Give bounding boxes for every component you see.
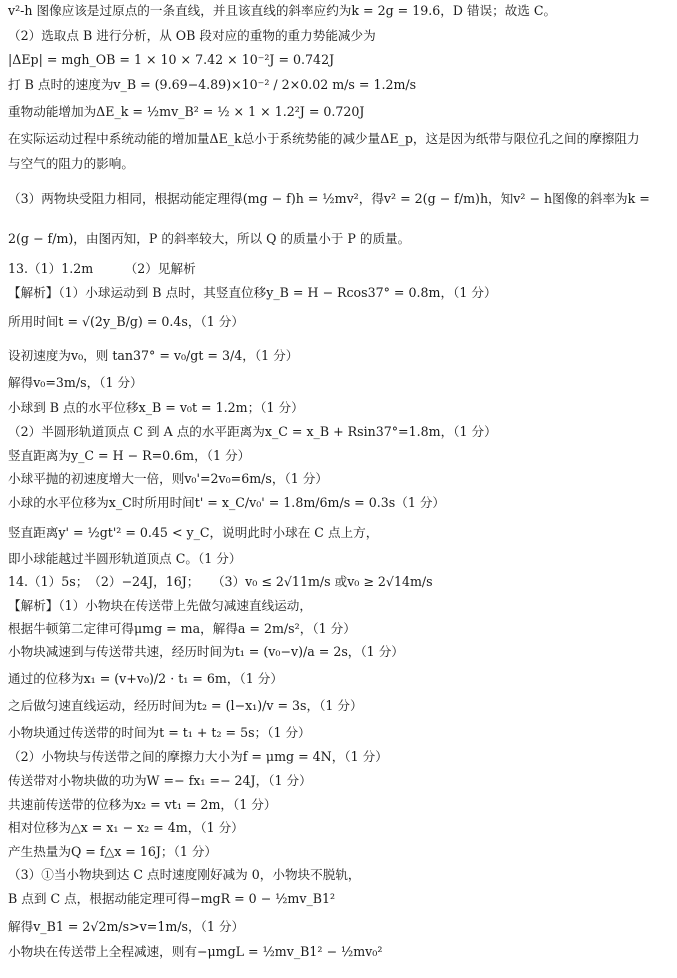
text-line: 打 B 点时的速度为v_B = (9.69−4.89)×10⁻² / 2×0.02 m/s = 1.2m/s: [8, 77, 417, 92]
text-line: 之后做匀速直线运动，经历时间为t₂ = (l−x₁)/v = 3s，（1 分）: [8, 698, 363, 713]
text-line: 根据牛顿第二定律可得μmg = ma，解得a = 2m/s²，（1 分）: [8, 621, 356, 636]
text-line: 小物块在传送带上全程减速，则有−μmgL = ½mv_B1² − ½mv₀²: [8, 944, 383, 959]
text-line: 13.（1）1.2m （2）见解析: [8, 261, 196, 276]
text-line: 2(g − f/m)，由图丙知，P 的斜率较大，所以 Q 的质量小于 P 的质量。: [8, 231, 411, 246]
text-line: （3）①当小物块到达 C 点时速度刚好减为 0，小物块不脱轨，: [8, 867, 361, 882]
text-line: 小球到 B 点的水平位移x_B = v₀t = 1.2m；（1 分）: [8, 400, 304, 415]
text-line: 解得v_B1 = 2√2m/s>v=1m/s，（1 分）: [8, 919, 245, 934]
text-line: 【解析】（1）小球运动到 B 点时，其竖直位移y_B = H − Rcos37° = 0.8m，（1 分）: [8, 285, 497, 300]
text-line: v²-h 图像应该是过原点的一条直线，并且该直线的斜率应约为k = 2g = 19.6，D 错误；故选 C。: [8, 3, 557, 18]
text-line: 设初速度为v₀，则 tan37° = v₀/gt = 3/4，（1 分）: [8, 348, 299, 363]
text-line: 传送带对小物块做的功为W =− fx₁ =− 24J，（1 分）: [8, 773, 312, 788]
text-line: 所用时间t = √(2y_B/g) = 0.4s，（1 分）: [8, 314, 244, 329]
text-line: （2）选取点 B 进行分析，从 OB 段对应的重物的重力势能减少为: [8, 28, 376, 43]
text-line: 共速前传送带的位移为x₂ = vt₁ = 2m，（1 分）: [8, 797, 277, 812]
text-line: （2）小物块与传送带之间的摩擦力大小为f = μmg = 4N，（1 分）: [8, 749, 388, 764]
text-line: 即小球能越过半圆形轨道顶点 C。（1 分）: [8, 551, 242, 566]
text-line: 竖直距离为y_C = H − R=0.6m，（1 分）: [8, 448, 251, 463]
text-line: 小球的水平位移为x_C时所用时间t' = x_C/v₀' = 1.8m/6m/s = 0.3s（1 分）: [8, 495, 446, 510]
text-line: 竖直距离y' = ½gt'² = 0.45 < y_C，说明此时小球在 C 点上方，: [8, 525, 379, 540]
text-line: 小球平抛的初速度增大一倍，则v₀'=2v₀=6m/s，（1 分）: [8, 471, 328, 486]
text-line: 重物动能增加为ΔE_k = ½mv_B² = ½ × 1 × 1.2²J = 0.720J: [8, 104, 365, 119]
text-line: 【解析】（1）小物块在传送带上先做匀减速直线运动，: [8, 598, 312, 613]
text-line: 小物块减速到与传送带共速，经历时间为t₁ = (v₀−v)/a = 2s，（1 分）: [8, 644, 404, 659]
text-line: （2）半圆形轨道顶点 C 到 A 点的水平距离为x_C = x_B + Rsin37°=1.8m，（1 分）: [8, 424, 497, 439]
text-line: 相对位移为△x = x₁ − x₂ = 4m，（1 分）: [8, 820, 244, 835]
text-line: B 点到 C 点，根据动能定理可得−mgR = 0 − ½mv_B1²: [8, 891, 336, 906]
text-line: 产生热量为Q = f△x = 16J；（1 分）: [8, 844, 218, 859]
text-line: （3）两物块受阻力相同，根据动能定理得(mg − f)h = ½mv²，得v² = 2(g − f/m)h，知v² − h图像的斜率为k =: [8, 191, 650, 206]
text-line: 解得v₀=3m/s，（1 分）: [8, 375, 143, 390]
text-line: 与空气的阻力的影响。: [8, 156, 134, 171]
text-line: 小物块通过传送带的时间为t = t₁ + t₂ = 5s；（1 分）: [8, 725, 311, 740]
text-line: 在实际运动过程中系统动能的增加量ΔE_k总小于系统势能的减少量ΔE_p，这是因为纸带与限位孔之间的摩擦阻力: [8, 131, 640, 146]
text-line: 通过的位移为x₁ = (v+v₀)/2 · t₁ = 6m，（1 分）: [8, 671, 283, 686]
text-line: 14.（1）5s； （2）−24J，16J； （3）v₀ ≤ 2√11m/s 或v₀ ≥ 2√14m/s: [8, 574, 433, 589]
text-line: |ΔEp| = mgh_OB = 1 × 10 × 7.42 × 10⁻²J = 0.742J: [8, 52, 335, 67]
